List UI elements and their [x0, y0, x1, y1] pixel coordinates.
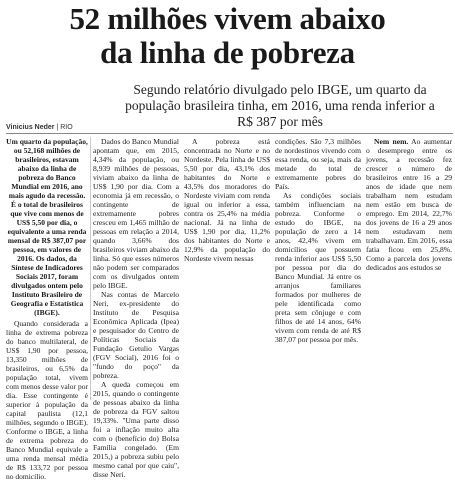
subheadline: Segundo relatório divulgado pelo IBGE, um quarto da população brasileira tinha, em 2016, uma renda inferior a R$ 387 por mês	[125, 82, 435, 129]
article-column-4	[275, 137, 361, 400]
paragraph: Dados do Banco Mundial apontam que, em 2015, 4,34% da população, ou 8,939 milhões de pessoas, viviam abaixo da linha de US$ 1,90 por dia. Com a economia já em recessão, o contingente de extremamente pobres cresceu em 1,465 milhão de pessoas em relação a 2014, quando 3,66% dos brasileiros viviam abaixo da linha. Só que esses números não podem ser comparados com os divulgados ontem pelo IBGE.	[93, 137, 179, 290]
paragraph: condições. São 7,3 milhões de nordestinos vivendo com essa renda, ou seja, mais da metade do total de extremamente pobres do País.	[275, 137, 361, 191]
paragraph: Quando considerada a linha de extrema pobreza do banco multilateral, de US$ 1,90 por pessoa, 13,350 milhões de brasileiros, ou 6,5% da população total, vivem com menos desse valor por dia. Esse contingente é superior à população da capital paulista (12,1 milhões, segundo o IBGE). Conforme o IBGE, a linha de extrema pobreza do Banco Mundial equivale a uma renda mensal média de R$ 133,72 por pessoa no domicílio.	[6, 319, 88, 481]
byline-author: Vinicius Neder	[6, 124, 55, 131]
paragraph: Nas contas de Marcelo Neri, ex-presidente do Instituto de Pesquisa Econômica Aplicada (Ipea) e pesquisador do Centro de Políticas Sociais da Fundação Getulio Vargas (FGV Social), 2016 foi o "fundo do poço" da pobreza.	[93, 290, 179, 380]
headline: 52 milhões vivem abaixo da linha de pobreza	[69, 1, 386, 70]
top-rule	[6, 133, 453, 134]
byline-place: | RIO	[56, 124, 73, 131]
section-lead: Nem nem.	[374, 137, 409, 146]
byline	[6, 124, 73, 131]
article-column-3	[184, 137, 270, 400]
column-divider	[90, 137, 91, 400]
article-column-1	[6, 137, 88, 481]
article-column-2	[93, 137, 179, 479]
paragraph: A pobreza está concentrada no Norte e no Nordeste. Pela linha de US$ 5,50 por dia, 43,1% dos habitantes do Norte e 43,5% dos moradores do Nordeste viviam com renda igual ou inferior a essa, contra os 25,4% na média nacional. Já na linha de US$ 1,90 por dia, 11,2% dos habitantes do Norte e 12,9% da população do Nordeste vivem nessas	[184, 137, 270, 263]
paragraph: As condições sociais também influenciam na pobreza. Conforme o estudo do IBGE, na população de zero a 14 anos, 42,4% vivem em domicílios que possuem renda inferior aos US$ 5,50 por pessoa por dia do Banco Mundial. Já entre os arranjos familiares formados por mulheres de pele identificada como preta sem cônjuge e com filhos de até 14 anos, 64% vivem com renda de até R$ 387,07 por pessoa por mês.	[275, 191, 361, 344]
paragraph: Ao aumentar o desemprego entre os jovens, a recessão fez crescer o número de brasileiros entre 16 a 29 anos de idade que nem trabalham nem estudam nem estão em busca de emprego. Em 2014, 22,7% dos jovens de 16 a 29 anos nem estudavam nem trabalhavam. Em 2016, essa fatia ficou em 25,8%. Como a parcela dos jovens dedicados aos estudos se	[366, 137, 452, 272]
article-column-5	[366, 137, 452, 397]
paragraph: A queda começou em 2015, quando o contingente de pessoas abaixo da linha de pobreza da FGV saltou 19,33%. "Uma parte disso foi a inflação muito alta com o (benefício do) Bolsa Família congelado. (Em 2015,) a pobreza subiu pelo mesmo canal por que caiu", disse Neri.	[93, 380, 179, 479]
lead-paragraph: Um quarto da população, ou 52,168 milhões de brasileiros, estavam abaixo da linha de pobreza do Banco Mundial em 2016, ano mais agudo da recessão. É o total de brasileiros que vive com menos de US$ 5,50 por dia, o equivalente a uma renda mensal de R$ 387,07 por pessoa, em valores de 2016. Os dados, da Síntese de Indicadores Sociais 2017, foram divulgados ontem pelo Instituto Brasileiro de Geografia e Estatística (IBGE).	[6, 137, 88, 317]
